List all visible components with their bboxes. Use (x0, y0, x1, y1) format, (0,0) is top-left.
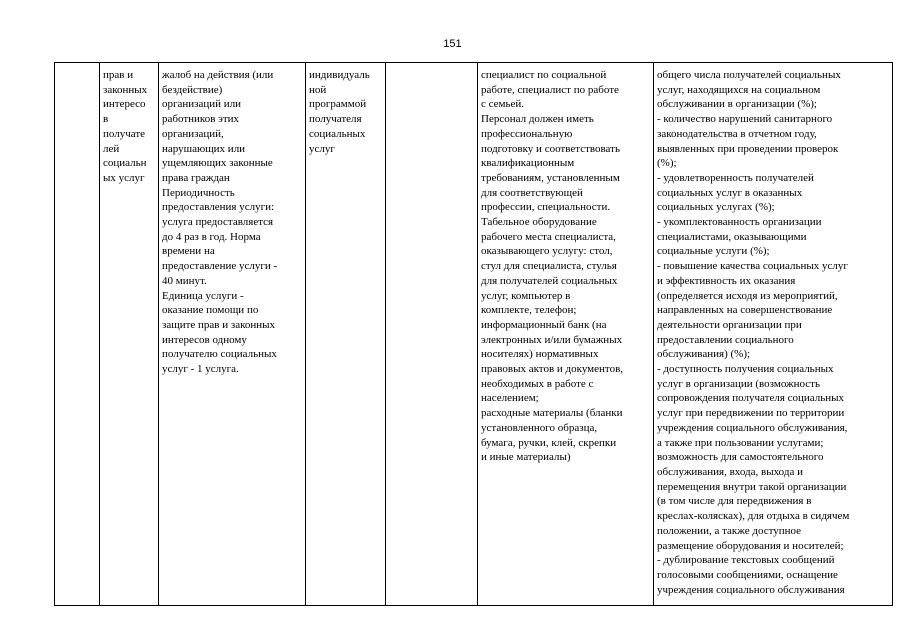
cell-text-line: работников этих (162, 113, 240, 126)
cell-text-line: направленных на совершенствование (657, 304, 833, 317)
cell-text-line: обслуживания, входа, выхода и (657, 465, 803, 478)
cell-text-line: права граждан (162, 171, 230, 184)
cell-text-line: времени на (162, 245, 215, 258)
cell-text-line: получате (103, 127, 146, 140)
cell-text-line: - повышение качества социальных услуг (657, 260, 848, 273)
cell-text-line: (определяется исходя из мероприятий, (657, 289, 838, 302)
cell-text-line: 40 минут. (162, 274, 207, 287)
cell-text-line: - доступность получения социальных (657, 363, 834, 376)
cell-text-line: получателю социальных (162, 348, 277, 361)
cell-text-line: общего числа получателей социальных (657, 69, 841, 81)
cell-text-line: услуг при передвижении по территории (657, 407, 845, 420)
cell-text-line: услуг - 1 услуга. (162, 363, 239, 376)
cell-text-line: услуг в организации (возможность (657, 377, 821, 390)
cell-text-line: перемещения внутри такой организации (657, 480, 847, 493)
cell-text-line: предоставления услуги: (162, 201, 275, 214)
cell-text-line: электронных и/или бумажных (481, 333, 623, 346)
cell-text-line: деятельности организации при (657, 318, 802, 331)
cell-text-line: правовых актов и документов, (481, 363, 624, 376)
cell-text-line: ых услуг (103, 171, 145, 184)
cell-text-line: - количество нарушений санитарного (657, 113, 833, 126)
cell-text-line: комплекте, телефон; (481, 304, 577, 317)
table-cell-col-3 (159, 63, 306, 606)
cell-text-line: носителях) нормативных (481, 348, 599, 361)
cell-text-line: ной (309, 83, 327, 96)
cell-text-line: стул для специалиста, стулья (481, 260, 617, 273)
cell-text-line: с семьей. (481, 98, 525, 111)
cell-text-line: специалист по социальной (481, 69, 607, 81)
table-cell-col-6 (478, 63, 654, 606)
services-table (54, 62, 893, 606)
cell-text-line: квалификационным (481, 157, 575, 170)
cell-text-line: законных (103, 83, 148, 96)
cell-text-line: специалистами, оказывающими (657, 230, 807, 243)
cell-text-line: обслуживания) (%); (657, 348, 751, 361)
cell-text-line: Персонал должен иметь (481, 113, 594, 126)
cell-text-line: возможность для самостоятельного (657, 451, 824, 464)
cell-text-line: а также при пользовании услугами; (657, 436, 824, 449)
cell-text-line: обслуживании в организации (%); (657, 98, 817, 111)
cell-text-line: размещение оборудования и носителей; (657, 539, 844, 552)
cell-text-line: подготовку и соответствовать (481, 142, 620, 155)
cell-text-line: услуг (309, 142, 335, 155)
cell-text-line: социальных услуг в оказанных (657, 186, 803, 199)
cell-text-line: ущемляющих законные (162, 157, 273, 170)
cell-text-line: программой (309, 98, 367, 111)
cell-text-line: лей (103, 142, 120, 155)
cell-text-line: социальные услуги (%); (657, 245, 770, 258)
cell-text-line: Единица услуги - (162, 289, 244, 302)
cell-text-line: социальных (309, 127, 366, 140)
cell-text-line: расходные материалы (бланки (481, 407, 623, 420)
cell-text-line: необходимых в работе с (481, 377, 594, 390)
cell-text-line: предоставлении социального (657, 333, 794, 346)
cell-text-line: населением; (481, 392, 539, 405)
cell-text-line: социальн (103, 157, 147, 170)
cell-text-line: работе, специалист по работе (481, 83, 619, 96)
cell-text-line: жалоб на действия (или (162, 69, 274, 81)
cell-text-line: бумага, ручки, клей, скрепки (481, 436, 617, 449)
cell-text-line: в (103, 113, 109, 126)
cell-text-line: защите прав и законных (162, 318, 276, 331)
cell-text-line: социальных услугах (%); (657, 201, 775, 214)
cell-text-line: рабочего места специалиста, (481, 230, 616, 243)
cell-text-line: положении, а также доступное (657, 524, 802, 537)
cell-text-line: информационный банк (на (481, 318, 607, 331)
cell-text-line: - дублирование текстовых сообщений (657, 554, 835, 567)
cell-text-line: организаций, (162, 127, 224, 140)
cell-text-line: законодательства в отчетном году, (657, 127, 817, 140)
cell-text-line: интересов одному (162, 333, 247, 346)
cell-text-line: (в том числе для передвижения в (657, 495, 812, 508)
cell-text-line: голосовыми сообщениями, оснащение (657, 568, 838, 581)
table-cell-col-5 (386, 63, 478, 606)
cell-text-line: - удовлетворенность получателей (657, 171, 814, 184)
table-cell-col-4 (306, 63, 386, 606)
cell-text-line: - укомплектованность организации (657, 216, 822, 229)
cell-text-line: и эффективность их оказания (657, 274, 796, 287)
cell-text-line: сопровождения получателя социальных (657, 392, 845, 405)
table-row (55, 63, 893, 606)
cell-text-line: для соответствующей (481, 186, 583, 199)
cell-text-line: учреждения социального обслуживания (657, 583, 845, 596)
cell-text-line: для получателей социальных (481, 274, 618, 287)
cell-text-line: предоставление услуги - (162, 260, 278, 273)
cell-text-line: профессиональную (481, 127, 573, 140)
cell-text-line: требованиям, установленным (481, 171, 620, 184)
cell-text-line: бездействие) (162, 83, 223, 96)
page-number: 151 (443, 38, 462, 50)
cell-text-line: оказывающего услугу: стол, (481, 245, 613, 258)
cell-text-line: нарушающих или (162, 142, 246, 155)
table-cell-col-7 (654, 63, 893, 606)
cell-text-line: получателя (309, 113, 362, 126)
cell-text-line: прав и (103, 69, 134, 81)
cell-text-line: организаций или (162, 98, 242, 111)
cell-text-line: индивидуаль (309, 69, 370, 81)
cell-text-line: Периодичность (162, 186, 235, 199)
cell-text-line: Табельное оборудование (481, 216, 597, 229)
cell-text-line: интересо (103, 98, 146, 111)
table-cell-col-1 (55, 63, 100, 606)
cell-text-line: услуга предоставляется (162, 216, 274, 229)
cell-text-line: услуг, компьютер в (481, 289, 571, 302)
cell-text-line: креслах-колясках), для отдыха в сидячем (657, 510, 850, 523)
cell-text-line: (%); (657, 157, 677, 170)
cell-text-line: выявленных при проведении проверок (657, 142, 839, 155)
cell-text-line: услуг, находящихся на социальном (657, 83, 821, 96)
cell-text-line: установленного образца, (481, 421, 598, 434)
table-cell-col-2 (100, 63, 159, 606)
cell-text-line: оказание помощи по (162, 304, 259, 317)
cell-text-line: до 4 раз в год. Норма (162, 230, 261, 243)
cell-text-line: учреждения социального обслуживания, (657, 421, 848, 434)
cell-text-line: профессии, специальности. (481, 201, 611, 214)
cell-text-line: и иные материалы) (481, 451, 571, 464)
